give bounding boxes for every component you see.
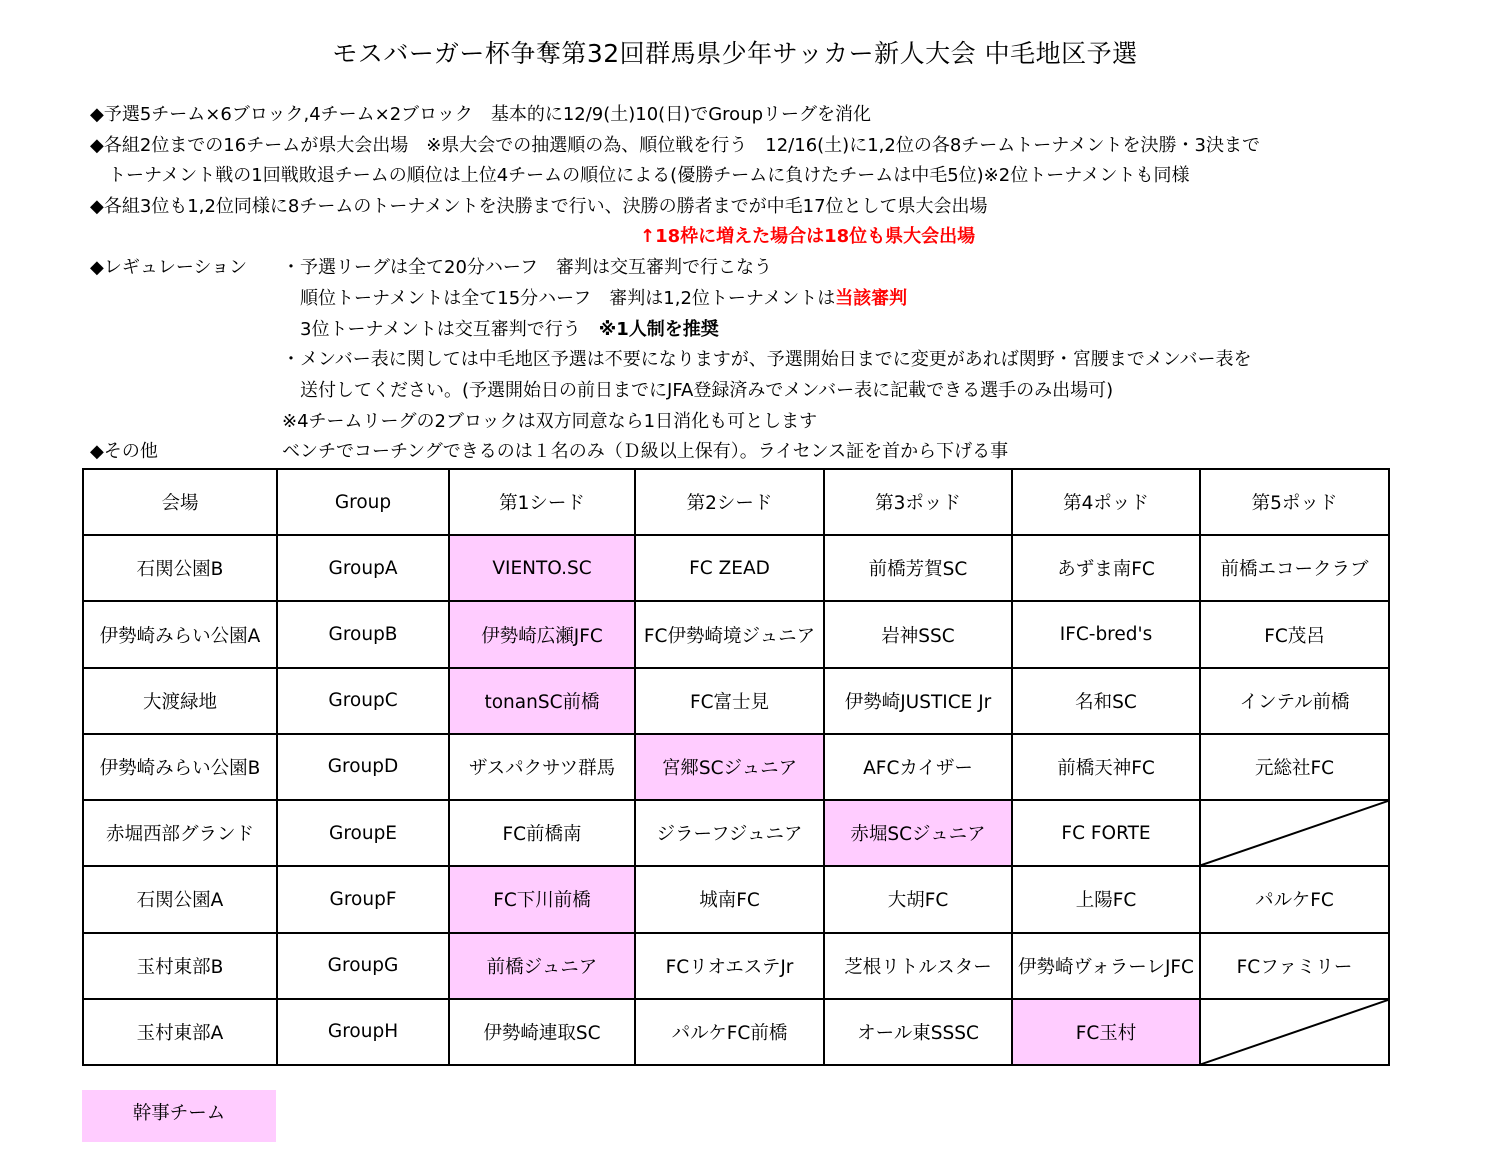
empty-slot-cell (1200, 800, 1389, 866)
venue-cell: 伊勢崎みらい公園A (83, 601, 277, 667)
team-cell: FC ZEAD (635, 535, 824, 601)
diagonal-line (1201, 801, 1388, 865)
venue-cell: 石関公園A (83, 866, 277, 932)
team-cell: 上陽FC (1012, 866, 1200, 932)
team-cell: IFC-bred's (1012, 601, 1200, 667)
team-cell: FCリオエステJr (635, 933, 824, 999)
group-cell: GroupG (277, 933, 449, 999)
group-table (82, 468, 1390, 1066)
group-cell: GroupH (277, 999, 449, 1065)
team-cell: 前橋芳賀SC (824, 535, 1012, 601)
table-row (83, 800, 1389, 866)
team-cell: FCファミリー (1200, 933, 1389, 999)
team-cell: ジラーフジュニア (635, 800, 824, 866)
team-cell: 城南FC (635, 866, 824, 932)
regulation-line-2-highlight: 当該審判 (835, 288, 908, 309)
other-label: ◆その他 (90, 441, 158, 462)
legend-host-team: 幹事チーム (82, 1090, 276, 1142)
team-cell: オール東SSSC (824, 999, 1012, 1065)
table-header-cell: 第2シード (635, 469, 824, 535)
team-cell: AFCカイザー (824, 734, 1012, 800)
team-cell: 名和SC (1012, 668, 1200, 734)
table-row (83, 999, 1389, 1065)
team-cell: 宮郷SCジュニア (635, 734, 824, 800)
regulation-line-2-text: 順位トーナメントは全て15分ハーフ 審判は1,2位トーナメントは (300, 288, 836, 309)
team-cell: VIENTO.SC (449, 535, 635, 601)
regulation-line-1: ・予選リーグは全て20分ハーフ 審判は交互審判で行こなう (282, 257, 773, 278)
note-line-3: トーナメント戦の1回戦敗退チームの順位は上位4チームの順位による(優勝チームに負けたチームは中毛5位)※2位トーナメントも同様 (108, 165, 1190, 186)
team-cell: FC伊勢崎境ジュニア (635, 601, 824, 667)
team-cell: FC前橋南 (449, 800, 635, 866)
regulation-line-2 (300, 287, 907, 311)
table-row (83, 933, 1389, 999)
table-header-cell: 第3ポッド (824, 469, 1012, 535)
team-cell: FC玉村 (1012, 999, 1200, 1065)
team-cell: あずま南FC (1012, 535, 1200, 601)
team-cell: 赤堀SCジュニア (824, 800, 1012, 866)
team-cell: 伊勢崎連取SC (449, 999, 635, 1065)
team-cell: 大胡FC (824, 866, 1012, 932)
regulation-line-6: ※4チームリーグの2ブロックは双方同意なら1日消化も可とします (282, 411, 818, 432)
venue-cell: 赤堀西部グランド (83, 800, 277, 866)
team-cell: 芝根リトルスター (824, 933, 1012, 999)
table-row (83, 535, 1389, 601)
table-header-cell: Group (277, 469, 449, 535)
venue-cell: 玉村東部B (83, 933, 277, 999)
team-cell: FC FORTE (1012, 800, 1200, 866)
team-cell: ザスパクサツ群馬 (449, 734, 635, 800)
team-cell: FC下川前橋 (449, 866, 635, 932)
table-row (83, 601, 1389, 667)
regulation-line-3-text: 3位トーナメントは交互審判で行う (300, 319, 599, 340)
team-cell: パルケFC前橋 (635, 999, 824, 1065)
team-cell: tonanSC前橋 (449, 668, 635, 734)
regulation-line-3 (300, 318, 719, 342)
venue-cell: 石関公園B (83, 535, 277, 601)
group-cell: GroupE (277, 800, 449, 866)
table-row (83, 668, 1389, 734)
page-title: モスバーガー杯争奪第32回群馬県少年サッカー新人大会 中毛地区予選 (332, 39, 1138, 68)
other-text: ベンチでコーチングできるのは１名のみ（Ｄ級以上保有）。ライセンス証を首から下げる事 (282, 441, 1009, 462)
regulation-line-3-highlight: ※1人制を推奨 (598, 319, 719, 340)
table-header-row (83, 469, 1389, 535)
table-row (83, 866, 1389, 932)
table-header-cell: 第4ポッド (1012, 469, 1200, 535)
team-cell: インテル前橋 (1200, 668, 1389, 734)
diagonal-line (1201, 1000, 1388, 1064)
table-row (83, 734, 1389, 800)
team-cell: パルケFC (1200, 866, 1389, 932)
regulation-line-4: ・メンバー表に関しては中毛地区予選は不要になりますが、予選開始日までに変更があれば関野・宮腰までメンバー表を (282, 349, 1252, 370)
venue-cell: 伊勢崎みらい公園B (83, 734, 277, 800)
note-line-1: ◆予選5チーム×6ブロック,4チーム×2ブロック 基本的に12/9(土)10(日)でGroupリーグを消化 (90, 104, 872, 125)
team-cell: 前橋ジュニア (449, 933, 635, 999)
note-line-5: ↑18枠に増えた場合は18位も県大会出場 (640, 226, 976, 247)
venue-cell: 玉村東部A (83, 999, 277, 1065)
regulation-line-5: 送付してください。(予選開始日の前日までにJFA登録済みでメンバー表に記載できる選手のみ出場可) (300, 380, 1114, 401)
table-header-cell: 会場 (83, 469, 277, 535)
team-cell: 前橋エコークラブ (1200, 535, 1389, 601)
team-cell: FC茂呂 (1200, 601, 1389, 667)
group-cell: GroupF (277, 866, 449, 932)
team-cell: 岩神SSC (824, 601, 1012, 667)
table-header-cell: 第1シード (449, 469, 635, 535)
note-line-2: ◆各組2位までの16チームが県大会出場 ※県大会での抽選順の為、順位戦を行う 12/16(土)に1,2位の各8チームトーナメントを決勝・3決まで (90, 135, 1261, 156)
team-cell: 伊勢崎ヴォラーレJFC (1012, 933, 1200, 999)
group-cell: GroupD (277, 734, 449, 800)
table-header-cell: 第5ポッド (1200, 469, 1389, 535)
team-cell: FC富士見 (635, 668, 824, 734)
team-cell: 伊勢崎広瀬JFC (449, 601, 635, 667)
group-cell: GroupC (277, 668, 449, 734)
venue-cell: 大渡緑地 (83, 668, 277, 734)
team-cell: 伊勢崎JUSTICE Jr (824, 668, 1012, 734)
group-cell: GroupB (277, 601, 449, 667)
group-cell: GroupA (277, 535, 449, 601)
team-cell: 前橋天神FC (1012, 734, 1200, 800)
regulation-label: ◆レギュレーション (90, 257, 248, 278)
team-cell: 元総社FC (1200, 734, 1389, 800)
note-line-4: ◆各組3位も1,2位同様に8チームのトーナメントを決勝まで行い、決勝の勝者までが中毛17位として県大会出場 (90, 196, 988, 217)
empty-slot-cell (1200, 999, 1389, 1065)
